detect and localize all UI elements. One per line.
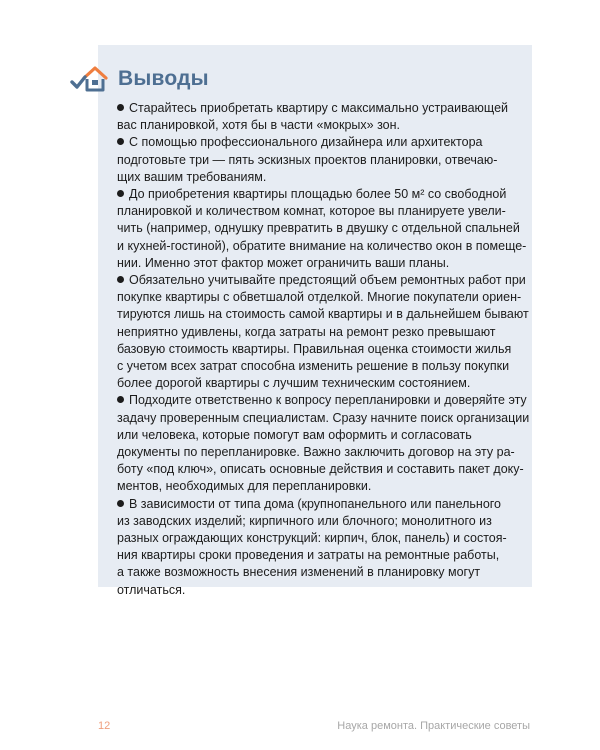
paragraph-line: В зависимости от типа дома (крупнопанельного или панельного bbox=[117, 496, 517, 513]
paragraph-line: Подходите ответственно к вопросу перепланировки и доверяйте эту bbox=[117, 392, 517, 409]
paragraph-line: ния квартиры сроки проведения и затраты на ремонтные работы, bbox=[117, 548, 500, 563]
bullet-icon bbox=[117, 276, 124, 283]
paragraph-line: боту «под ключ», описать основные действия и составить пакет доку- bbox=[117, 462, 524, 477]
paragraph-line: чить (например, однушку превратить в двушку с отдельной спальней bbox=[117, 221, 520, 236]
paragraph-line: с учетом всех затрат способна изменить решение в пользу покупки bbox=[117, 359, 510, 374]
summary-paragraph bbox=[117, 272, 529, 392]
bullet-icon bbox=[117, 500, 124, 507]
summary-heading bbox=[70, 64, 209, 94]
bullet-icon bbox=[117, 190, 124, 197]
summary-paragraph bbox=[117, 100, 517, 134]
house-check-icon bbox=[70, 65, 108, 93]
paragraph-line: из заводских изделий; кирпичного или блочного; монолитного из bbox=[117, 513, 492, 528]
summary-paragraph bbox=[117, 496, 517, 599]
paragraph-line: тируются лишь на стоимость самой квартиры и в дальнейшем бывают bbox=[117, 307, 529, 322]
paragraph-line: покупке квартиры с обветшалой отделкой. Многие покупатели ориен- bbox=[117, 290, 522, 305]
paragraph-line: неприятно удивлены, когда затраты на ремонт резко превышают bbox=[117, 324, 496, 339]
paragraph-line: а также возможность внесения изменений в планировку могут bbox=[117, 565, 481, 580]
paragraph-line: базовую стоимость квартиры. Правильная оценка стоимости жилья bbox=[117, 341, 512, 356]
paragraph-line: разных ограждающих конструкций: кирпич, блок, панель) и состоя- bbox=[117, 531, 507, 546]
paragraph-line: Старайтесь приобретать квартиру с максимально устраивающей bbox=[117, 100, 517, 117]
paragraph-line: планировкой и количеством комнат, которое вы планируете увели- bbox=[117, 204, 506, 219]
paragraph-line: вас планировкой, хотя бы в части «мокрых» зон. bbox=[117, 118, 400, 133]
summary-paragraph bbox=[117, 186, 527, 272]
summary-paragraph bbox=[117, 392, 530, 495]
paragraph-line: ментов, необходимых для перепланировки. bbox=[117, 479, 372, 494]
bullet-icon bbox=[117, 104, 124, 111]
paragraph-line: или человека, которые помогут вам оформить и согласовать bbox=[117, 427, 472, 442]
paragraph-line: До приобретения квартиры площадью более 50 м² со свободной bbox=[117, 186, 517, 203]
paragraph-line: документы по перепланировке. Важно заключить договор на эту ра- bbox=[117, 445, 515, 460]
bullet-icon bbox=[117, 138, 124, 145]
paragraph-line: более дорогой квартиры с лучшим техническим состоянием. bbox=[117, 376, 471, 391]
section-title: Выводы bbox=[118, 67, 209, 90]
paragraph-line: отличаться. bbox=[117, 582, 186, 597]
summary-body bbox=[117, 100, 530, 599]
bullet-icon bbox=[117, 396, 124, 403]
summary-paragraph bbox=[117, 134, 517, 186]
page-number: 12 bbox=[98, 720, 111, 732]
paragraph-line: и кухней-гостиной), обратите внимание на количество окон в помеще- bbox=[117, 238, 527, 253]
paragraph-line: щих вашим требованиям. bbox=[117, 169, 267, 184]
paragraph-line: подготовьте три — пять эскизных проектов планировки, отвечаю- bbox=[117, 152, 498, 167]
running-title: Наука ремонта. Практические советы bbox=[337, 720, 530, 732]
paragraph-line: нии. Именно этот фактор может ограничить ваши планы. bbox=[117, 255, 450, 270]
paragraph-line: задачу проверенным специалистам. Сразу начните поиск организации bbox=[117, 410, 530, 425]
paragraph-line: Обязательно учитывайте предстоящий объем ремонтных работ при bbox=[117, 272, 517, 289]
paragraph-line: С помощью профессионального дизайнера или архитектора bbox=[117, 134, 517, 151]
